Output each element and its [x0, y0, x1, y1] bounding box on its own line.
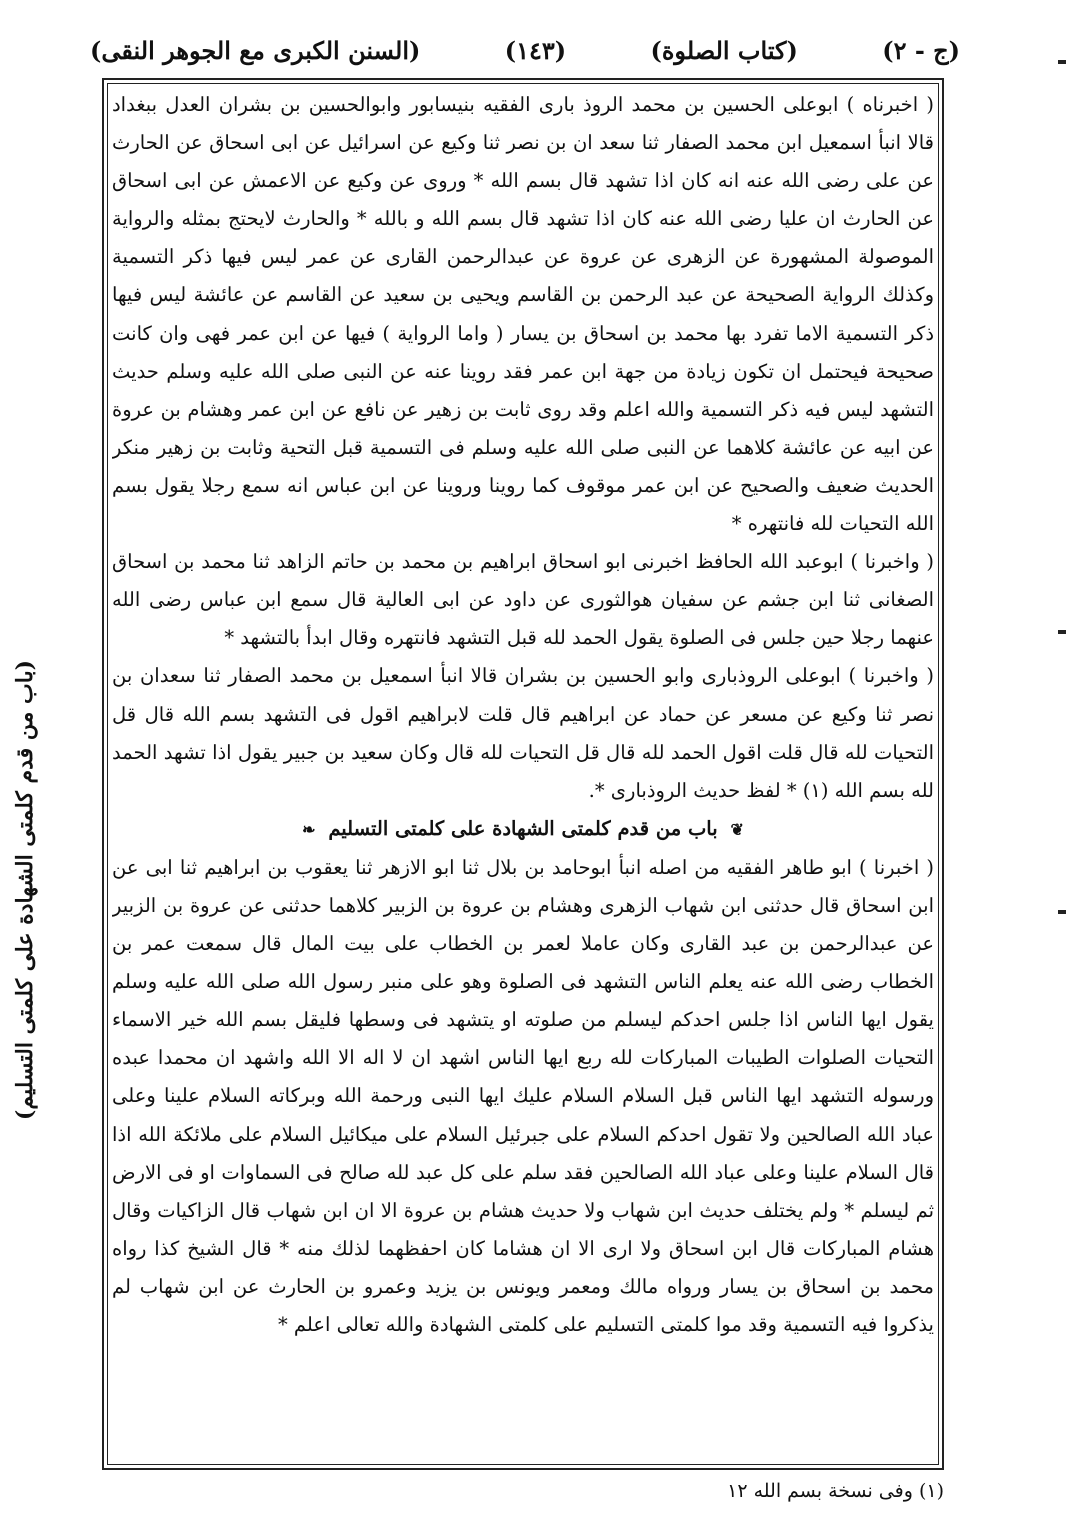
- page-number: (١٤٣): [504, 35, 567, 65]
- section-heading-text: باب من قدم كلمتى الشهادة على كلمتى التسليم: [328, 816, 718, 840]
- ornament-right-icon: ❦: [730, 819, 744, 839]
- paragraph-4: ( اخبرنا ) ابو طاهر الفقيه من اصله انبأ ابوحامد بن بلال ثنا ابو الازهر ثنا يعقوب بن ابراهيم ثنا ابى عن ابن اسحاق قال حدثنى ابن شهاب الزهرى وهشام بن عروة بن الزبير كلاهما حدثنى عن عروة بن الزبير عن عبدالرحمن بن عبد القارى وكان عاملا لعمر بن الخطاب على بيت المال قال سمعت عمر بن الخطاب رضى الله عنه يعلم الناس التشهد فى الصلوة وهو على منبر رسول الله صلى الله عليه وسلم يقول ايها الناس اذا جلس احدكم ليسلم من صلوته او يتشهد فى وسطها فليقل بسم الله خير الاسماء التحيات الصلوات الطيبات المباركات لله ربع ايها الناس اشهد ان لا اله الا الله واشهد ان محمدا عبده ورسوله التشهد ايها الناس قبل السلام السلام عليك ايها النبى ورحمة الله وبركاته السلام علينا وعلى عباد الله الصالحين ولا تقول احدكم السلام على جبرئيل السلام على ميكائيل السلام على ملائكة الله اذا قال السلام علينا وعلى عباد الله الصالحين فقد سلم على كل عبد لله صالح فى السماوات او فى الارض ثم ليسلم * ولم يختلف حديث ابن شهاب ولا حديث هشام بن عروة الا ان ابن شهاب قال الزاكيات وقال هشام المباركات قال ابن اسحاق ولا ارى الا ان هشاما كان احفظهما لذلك منه * قال الشيخ كذا رواه محمد بن اسحاق بن يسار ورواه مالك ومعمر ويونس بن يزيد وعمرو بن الحارث عن ابن شهاب لم يذكروا فيه التسمية وقد موا كلمتى التسليم على كلمتى الشهادة والله تعالى اعلم *: [112, 855, 934, 1336]
- binding-hole-mark: [1058, 630, 1066, 634]
- binding-hole-mark: [1058, 60, 1066, 64]
- footnote: (١) وفى نسخة بسم الله ١٢: [727, 1480, 944, 1502]
- volume-label: (ج - ٢): [882, 35, 960, 65]
- book-title: (السنن الكبرى مع الجوهر النقى): [90, 35, 421, 65]
- binding-hole-mark: [1058, 910, 1066, 914]
- ornament-left-icon: ❧: [302, 819, 316, 839]
- main-text: [112, 86, 934, 1462]
- paragraph-3: ( واخبرنا ) ابوعلى الروذبارى وابو الحسين بن بشران قالا انبأ اسمعيل بن محمد الصفار ثنا سعدان بن نصر ثنا وكيع عن مسعر عن حماد عن ابراهيم قال قلت لابراهيم اقول فى التشهد بسم الله قال قل التحيات لله قال قلت اقول الحمد لله قال قل التحيات لله قال وكان سعيد بن جبير يقول اذا تشهد الحمد لله بسم الله (١) * لفظ حديث الروذبارى *.: [112, 664, 934, 802]
- margin-chapter-title: (باب من قدم كلمتى الشهادة على كلمتى التسليم): [12, 660, 38, 1121]
- paragraph-2: ( واخبرنا ) ابوعبد الله الحافظ اخبرنى ابو اسحاق ابراهيم بن محمد بن حاتم الزاهد ثنا محمد بن اسحاق الصغانى ثنا ابن جشم عن سفيان هوالثورى عن داود عن ابى العالية قال سمع ابن عباس رضى الله عنهما رجلا حين جلس فى الصلوة يقول الحمد لله قبل التشهد فانتهره وقال ابدأ بالتشهد *: [112, 550, 934, 650]
- page-header: [90, 28, 960, 72]
- paragraph-1: ( اخبرناه ) ابوعلى الحسين بن محمد الروذ بارى الفقيه بنيسابور وابوالحسين بن بشران العدل ببغداد قالا انبأ اسمعيل ابن محمد الصفار ثنا سعد ان بن نصر ثنا وكيع عن اسرائيل عن ابى اسحاق عن الحارث عن على رضى الله عنه انه كان اذا تشهد قال بسم الله * وروى عن وكيع عن الاعمش عن ابى اسحاق عن الحارث ان عليا رضى الله عنه كان اذا تشهد قال بسم الله و بالله * والحارث لايحتج بمثله والرواية الموصولة المشهورة عن الزهرى عن عروة عن عبدالرحمن القارى عن عمر ليس فيها ذكر التسمية وكذلك الرواية الصحيحة عن عبد الرحمن بن القاسم ويحيى بن سعيد عن القاسم عن عائشة ليس فيها ذكر التسمية الاما تفرد بها محمد بن اسحاق بن يسار ( واما الرواية ) فيها عن ابن عمر فهى وان كانت صحيحة فيحتمل ان تكون زيادة من جهة ابن عمر فقد روينا عنه عن النبى صلى الله عليه وسلم حديث التشهد ليس فيه ذكر التسمية والله اعلم وقد روى ثابت بن زهير عن نافع عن ابن عمر وهشام بن عروة عن ابيه عن عائشة كلاهما عن النبى صلى الله عليه وسلم فى التسمية قبل التحية وثابت بن زهير منكر الحديث ضعيف والصحيح عن ابن عمر موقوف كما روينا وروينا عن ابن عباس انه سمع رجلا يقول بسم الله التحيات لله فانتهره *: [112, 93, 934, 536]
- chapter-title: (كتاب الصلوة): [650, 35, 798, 65]
- section-heading: [112, 810, 934, 849]
